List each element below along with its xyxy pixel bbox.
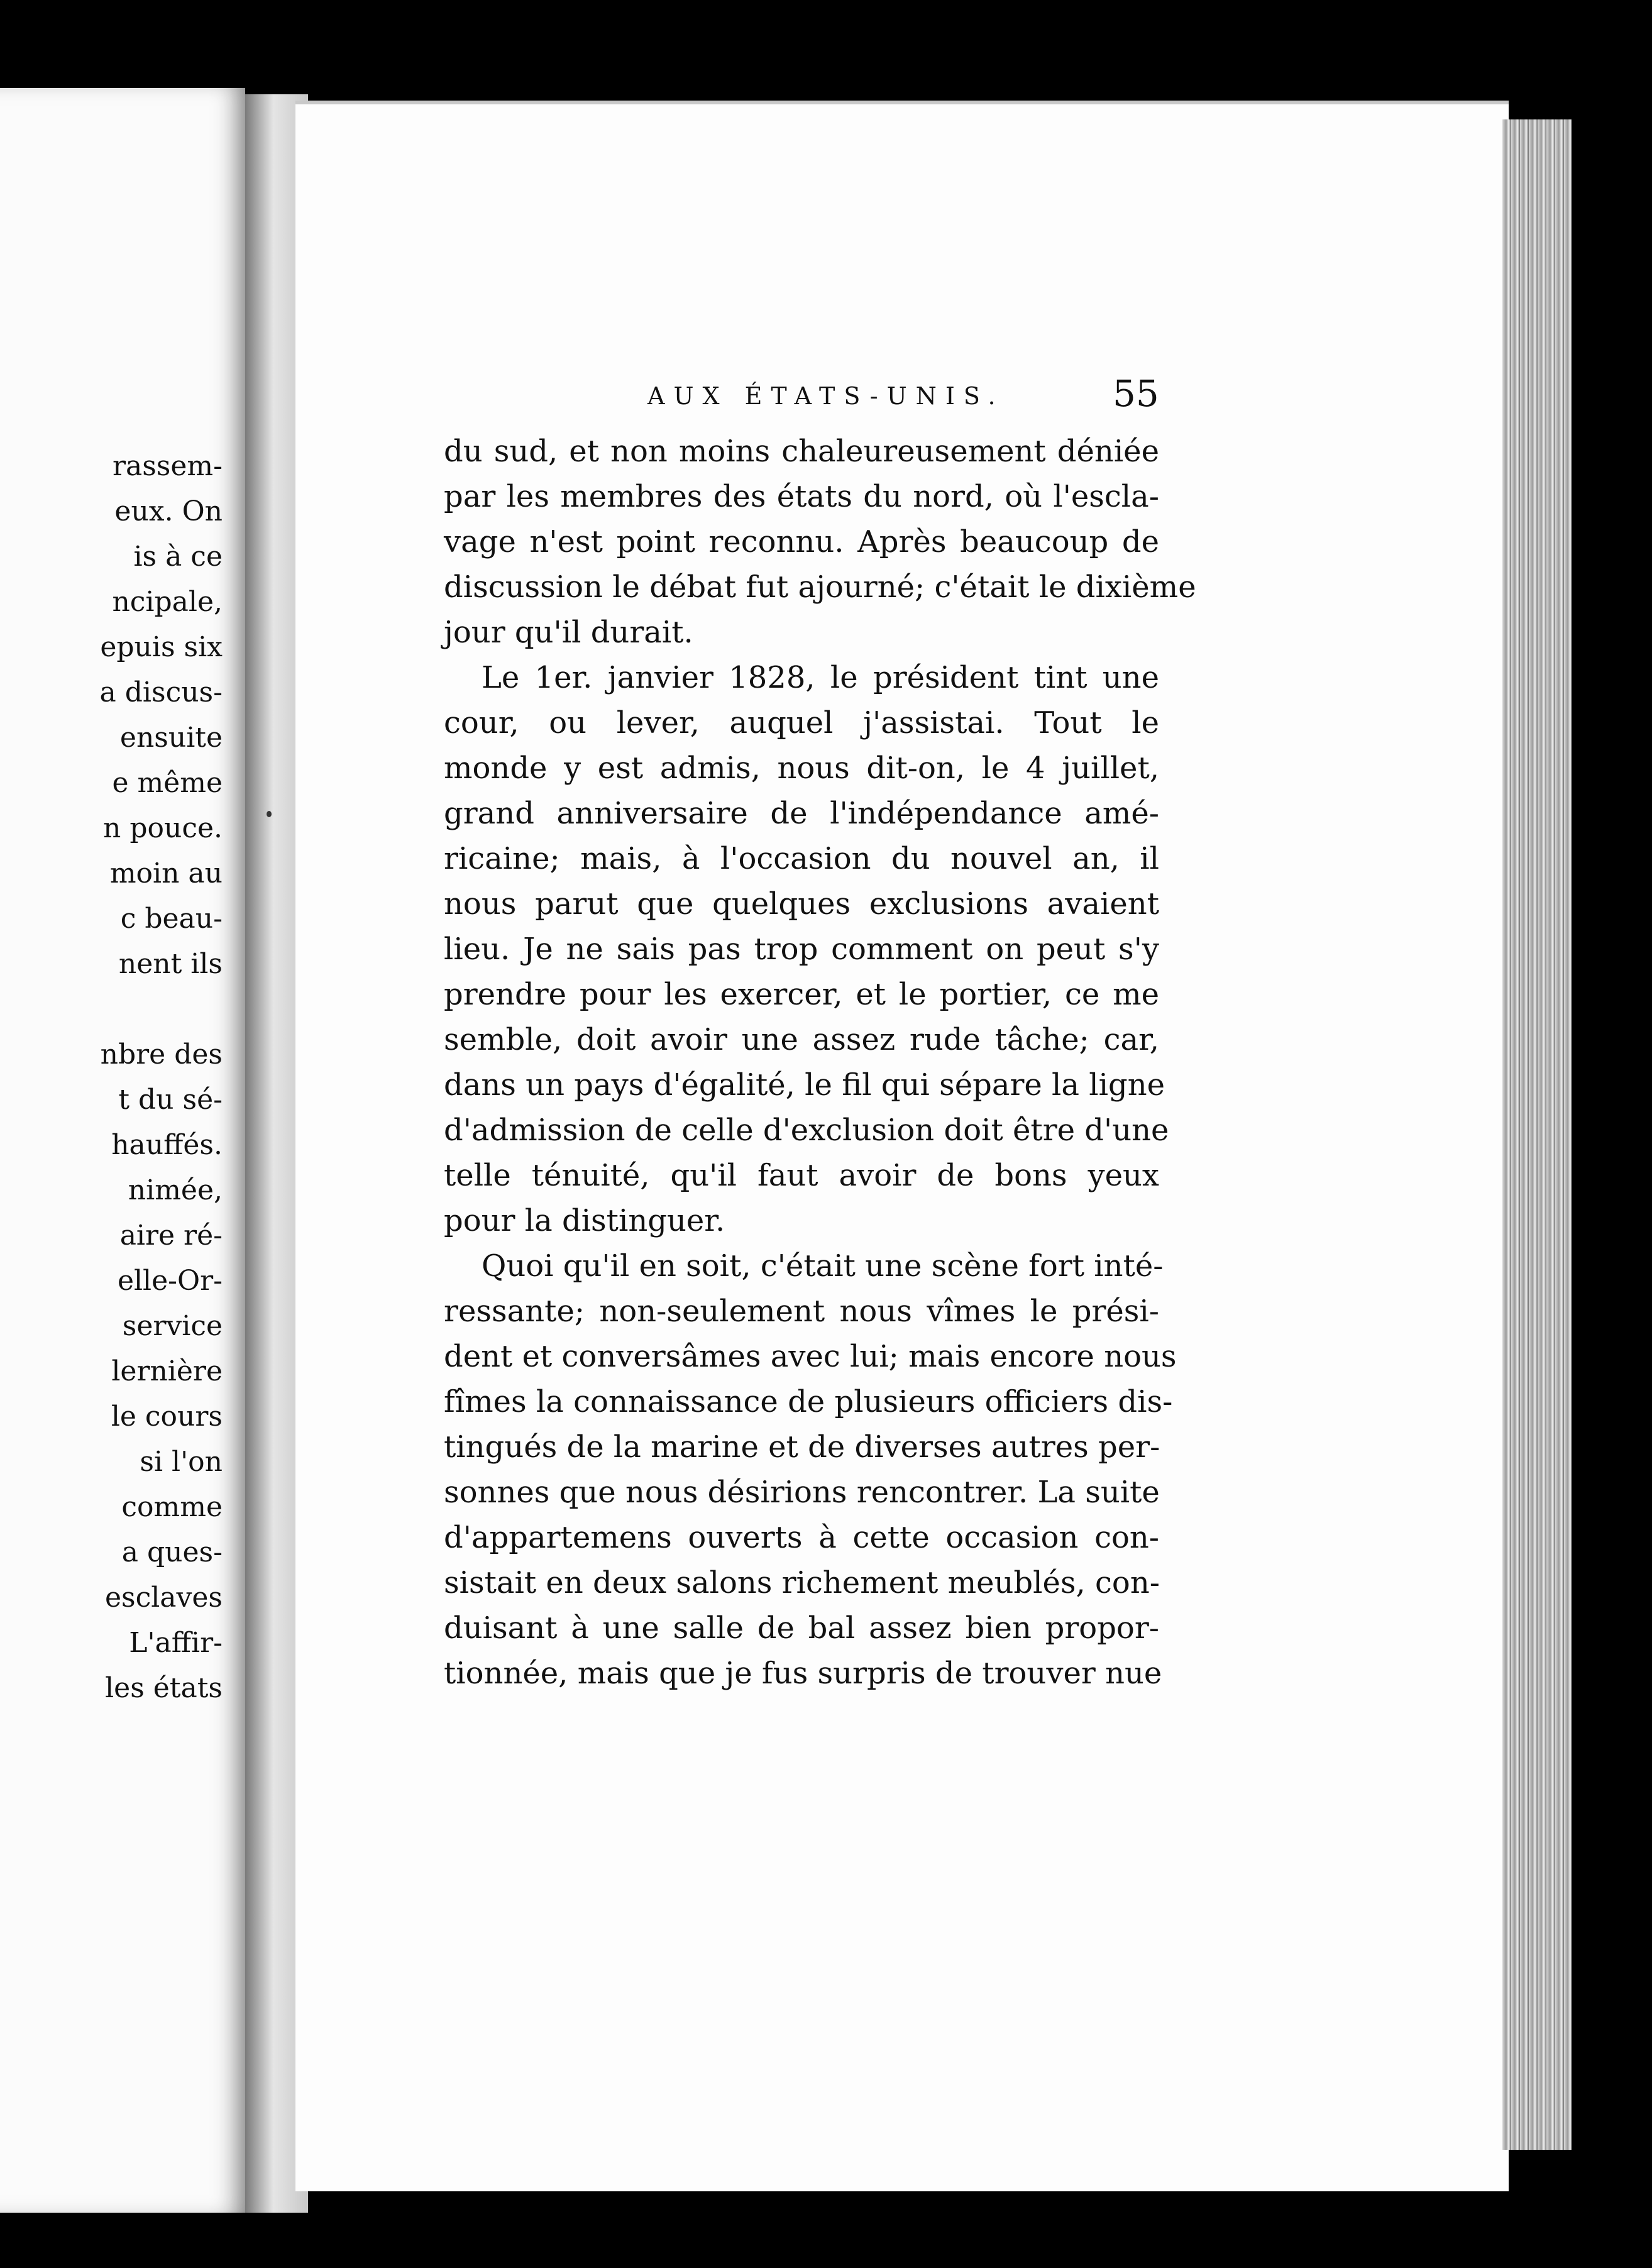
left-page-line: eux. On [114,495,223,527]
running-head: AUX ÉTATS-UNIS. [647,382,1005,410]
left-page-line: a discus- [99,676,223,708]
body-text [444,429,1196,1696]
left-page-line: rassem- [112,450,223,482]
left-page-line: les états [105,1672,223,1704]
left-page-line: epuis six [100,631,223,663]
left-page-line: t du sé- [118,1084,223,1116]
left-page-line: comme [121,1491,223,1523]
text-line: jour qu'il durait. [444,615,693,650]
text-line: semble, doit avoir une assez rude tâche; car, [444,1022,1159,1057]
text-line: d'appartemens ouverts à cette occasion con- [444,1520,1159,1555]
text-line: grand anniversaire de l'indépendance amé- [444,796,1159,831]
text-line: du sud, et non moins chaleureusement déniée [444,434,1159,469]
page-edges [1502,119,1572,2150]
text-line: dent et conversâmes avec lui; mais encore nous [444,1339,1177,1374]
left-page-line: a ques- [121,1536,223,1568]
left-page-line: si l'on [140,1446,223,1478]
text-line: monde y est admis, nous dit-on, le 4 juillet, [444,751,1159,786]
text-line: nous parut que quelques exclusions avaient [444,886,1159,922]
left-page [0,88,245,2213]
text-line: par les membres des états du nord, où l'escla- [444,479,1159,514]
left-page-line: esclaves [104,1582,223,1614]
text-line: ricaine; mais, à l'occasion du nouvel an, il [444,841,1159,876]
text-line: tingués de la marine et de diverses autres per- [444,1429,1160,1465]
text-line: discussion le débat fut ajourné; c'était le dixième [444,570,1196,605]
text-line: ressante; non-seulement nous vîmes le prési- [444,1294,1159,1329]
text-line: pour la distinguer. [444,1203,725,1238]
left-page-line: moin au [109,857,223,889]
left-page-line: service [122,1310,223,1342]
text-line: cour, ou lever, auquel j'assistai. Tout le [444,705,1159,740]
text-line: d'admission de celle d'exclusion doit être d'une [444,1113,1169,1148]
left-page-line: is à ce [133,541,223,573]
left-page-line: ensuite [119,722,223,754]
page-number: 55 [1113,372,1159,415]
text-line: tionnée, mais que je fus surpris de trouver nue [444,1656,1162,1691]
left-page-line: hauffés. [111,1129,223,1161]
left-page-line: nimée, [128,1174,223,1206]
left-page-line: aire ré- [119,1219,223,1252]
left-page-line: n pouce. [103,812,223,844]
text-line: sistait en deux salons richement meublés, con- [444,1565,1160,1600]
text-line: dans un pays d'égalité, le fil qui sépare la ligne [444,1067,1165,1103]
left-page-line: elle-Or- [117,1265,223,1297]
left-page-line: ncipale, [112,586,223,618]
text-line: Quoi qu'il en soit, c'était une scène fort inté- [482,1248,1164,1284]
text-line: vage n'est point reconnu. Après beaucoup de [444,524,1159,559]
text-line: fîmes la connaissance de plusieurs officiers dis- [444,1384,1173,1419]
text-line: lieu. Je ne sais pas trop comment on peut s'y [444,932,1159,967]
left-page-line: le cours [111,1401,223,1433]
left-page-line: nbre des [100,1038,223,1071]
text-line: sonnes que nous désirions rencontrer. La suite [444,1475,1160,1510]
left-page-line: c beau- [120,903,223,935]
text-line: prendre pour les exercer, et le portier, ce me [444,977,1159,1012]
left-page-line: lernière [111,1355,223,1387]
left-page-line: e même [112,767,223,799]
text-line: duisant à une salle de bal assez bien propor- [444,1610,1159,1646]
text-line: telle ténuité, qu'il faut avoir de bons yeux [444,1158,1159,1193]
left-page-line: nent ils [118,948,223,980]
text-line: Le 1er. janvier 1828, le président tint une [482,660,1159,695]
left-page-line: L'affir- [129,1627,223,1659]
ink-speck [267,811,272,817]
